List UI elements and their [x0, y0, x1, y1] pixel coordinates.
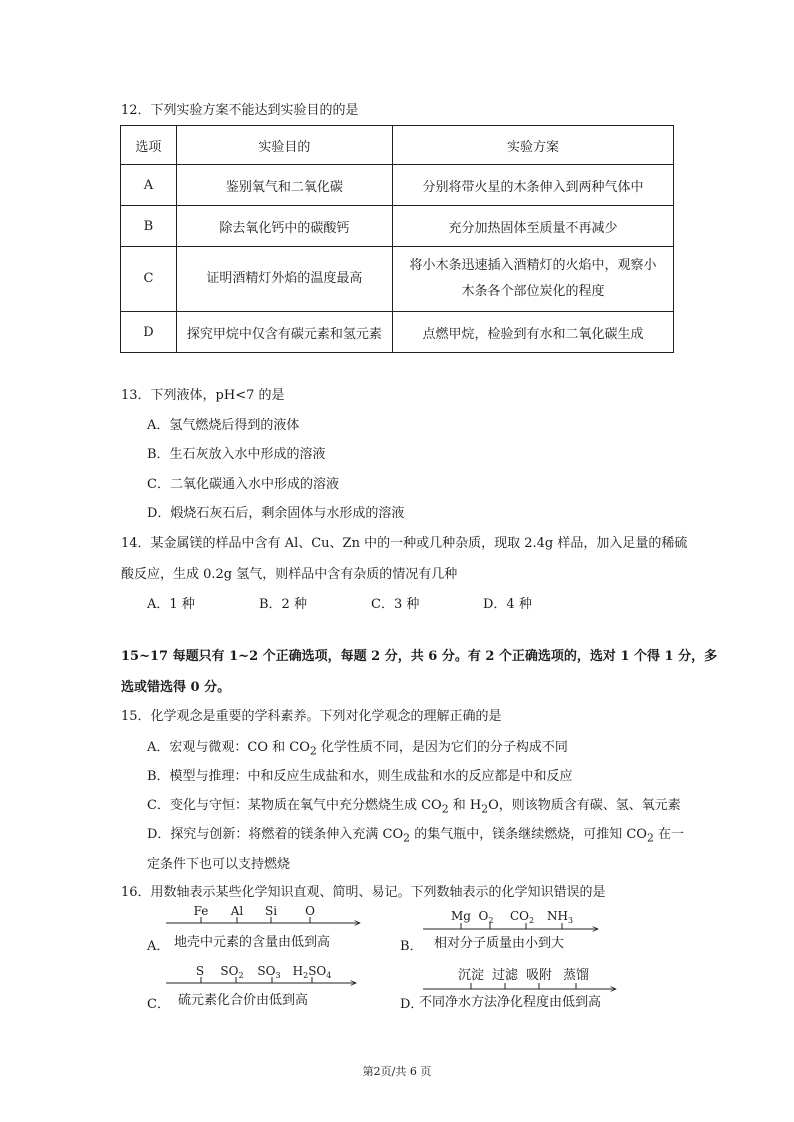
- axis-c-mark-so: SO: [257, 964, 276, 978]
- q15-d-sub1: 2: [403, 831, 411, 845]
- axis-c-mark-so: SO: [308, 964, 327, 978]
- row-option: D: [121, 312, 177, 353]
- row-option: C: [121, 247, 177, 312]
- axis-c-mark-sub: 4: [326, 971, 332, 980]
- q15-c-post: O，则该物质含有碳、氢、氧元素: [488, 798, 681, 813]
- q14-stem-line1: 14．某金属镁的样品中含有 Al、Cu、Zn 中的一种或几种杂质，现取 2.4g 样品，加入足量的稀硫: [121, 536, 688, 551]
- axis-a-caption: 地壳中元素的含量由低到高: [174, 935, 331, 950]
- q13-stem: 13．下列液体，pH<7 的是: [121, 388, 285, 403]
- q15-stem: 15．化学观念是重要的学科素养。下列对化学观念的理解正确的是: [121, 709, 502, 724]
- header-purpose: 实验目的: [176, 126, 392, 165]
- axis-b-mark: [547, 909, 573, 925]
- axis-c: [166, 964, 356, 983]
- header-option: 选项: [121, 126, 177, 165]
- axis-d-caption: 不同净水方法净化程度由低到高: [419, 995, 602, 1010]
- axis-d-mark: 吸附: [525, 968, 553, 983]
- axis-c-mark-so: SO: [220, 964, 239, 978]
- axis-b: [423, 909, 598, 929]
- axis-b-mark: [510, 909, 534, 925]
- axis-c-mark: [257, 964, 280, 980]
- axis-c-mark-sub: 2: [238, 971, 244, 980]
- q12-stem: 12．下列实验方案不能达到实验目的的是: [121, 103, 359, 118]
- axis-d-mark: 蒸馏: [562, 968, 590, 983]
- q14-option-c: C．3 种: [371, 597, 420, 612]
- header-plan: 实验方案: [393, 126, 674, 165]
- axis-b-mark-sub: 2: [488, 916, 494, 925]
- axis-a-mark: O: [305, 904, 315, 918]
- axis-d-mark: 过滤: [491, 968, 519, 983]
- q13-option-a: A．氢气燃烧后得到的液体: [147, 418, 300, 433]
- axis-b-letter: B．: [400, 939, 423, 954]
- axis-c-caption: 硫元素化合价由低到高: [178, 993, 309, 1008]
- axis-a-mark: Al: [230, 904, 244, 918]
- q15-d-pre: D．探究与创新：将燃着的镁条伸入充满 CO: [147, 827, 404, 842]
- axis-d-letter: D．: [400, 997, 424, 1012]
- q14-option-b: B．2 种: [259, 597, 307, 612]
- q15-a-sub: 2: [309, 744, 317, 758]
- q13-option-d: D．煅烧石灰石后，剩余固体与水形成的溶液: [147, 506, 405, 521]
- row-option: B: [121, 206, 177, 247]
- q15-c-sub2: 2: [481, 802, 489, 816]
- row-purpose: 探究甲烷中仅含有碳元素和氢元素: [176, 312, 392, 353]
- axis-a-mark: Fe: [193, 904, 209, 918]
- q15-a-post: 化学性质不同，是因为它们的分子构成不同: [316, 740, 568, 755]
- q14-option-d: D．4 种: [483, 597, 532, 612]
- axis-b-mark-o: O: [478, 909, 489, 923]
- axis-d: [423, 967, 616, 989]
- row-option: A: [121, 165, 177, 206]
- q15-c-pre: C．变化与守恒：某物质在氧气中充分燃烧生成 CO: [147, 798, 442, 813]
- q13-option-c: C．二氧化碳通入水中形成的溶液: [147, 477, 339, 492]
- q15-option-b: B．模型与推理：中和反应生成盐和水，则生成盐和水的反应都是中和反应: [147, 769, 573, 784]
- q14-stem-line2: 酸反应，生成 0.2g 氢气，则样品中含有杂质的情况有几种: [121, 567, 458, 582]
- axis-c-mark-h: H: [292, 964, 304, 978]
- row-plan: 点燃甲烷，检验到有水和二氧化碳生成: [393, 312, 674, 353]
- axis-b-mark-co: CO: [509, 909, 529, 923]
- axis-b-mark-sub: 3: [567, 916, 574, 925]
- axis-b-mark: [479, 909, 494, 925]
- axis-c-mark: [220, 964, 243, 980]
- axis-c-mark-sub: 3: [275, 971, 281, 980]
- axis-b-mark: Mg: [451, 909, 471, 923]
- row-plan-line1: 将小木条迅速插入酒精灯的火焰中，观察小: [409, 258, 657, 273]
- axis-a-mark: Si: [264, 904, 278, 918]
- axis-b-mark-sub: 2: [528, 916, 535, 925]
- q15-option-d-line2: 定条件下也可以支持燃烧: [147, 857, 291, 872]
- q15-d-sub2: 2: [646, 831, 654, 845]
- axis-c-mark-sub: 2: [303, 971, 309, 980]
- q13-option-b: B．生石灰放入水中形成的溶液: [147, 447, 326, 462]
- axis-c-mark: S: [195, 964, 205, 978]
- page-footer: 第2页/共 6 页: [362, 1065, 432, 1078]
- section-note-line1: 15~17 每题只有 1~2 个正确选项，每题 2 分，共 6 分。有 2 个正确选项的，选对 1 个得 1 分，多: [121, 649, 718, 664]
- q15-d-post: 在一: [653, 827, 684, 842]
- q15-a-pre: A．宏观与微观：CO 和 CO: [147, 740, 310, 755]
- axis-a: [166, 904, 360, 923]
- axis-b-caption: 相对分子质量由小到大: [434, 936, 565, 951]
- row-plan-line2: 木条各个部位炭化的程度: [461, 284, 605, 299]
- q15-c-mid: 和 H: [448, 798, 482, 813]
- row-plan: 分别将带火星的木条伸入到两种气体中: [393, 165, 674, 206]
- q16-stem: 16．用数轴表示某些化学知识直观、简明、易记。下列数轴表示的化学知识错误的是: [121, 885, 606, 900]
- axis-b-mark-nh: NH: [546, 909, 568, 923]
- row-plan: 充分加热固体至质量不再减少: [393, 206, 674, 247]
- axis-a-letter: A．: [147, 939, 170, 954]
- q15-d-mid: 的集气瓶中，镁条继续燃烧，可推知 CO: [410, 827, 647, 842]
- q14-option-a: A．1 种: [147, 597, 195, 612]
- row-purpose: 除去氧化钙中的碳酸钙: [176, 206, 392, 247]
- axis-d-mark: 沉淀: [457, 968, 485, 983]
- row-purpose: 证明酒精灯外焰的温度最高: [176, 247, 392, 312]
- section-note-line2: 选或错选得 0 分。: [121, 680, 231, 695]
- axis-c-mark: [293, 964, 332, 980]
- q15-c-sub1: 2: [441, 802, 449, 816]
- axis-c-letter: C．: [147, 997, 170, 1012]
- row-purpose: 鉴别氧气和二氧化碳: [176, 165, 392, 206]
